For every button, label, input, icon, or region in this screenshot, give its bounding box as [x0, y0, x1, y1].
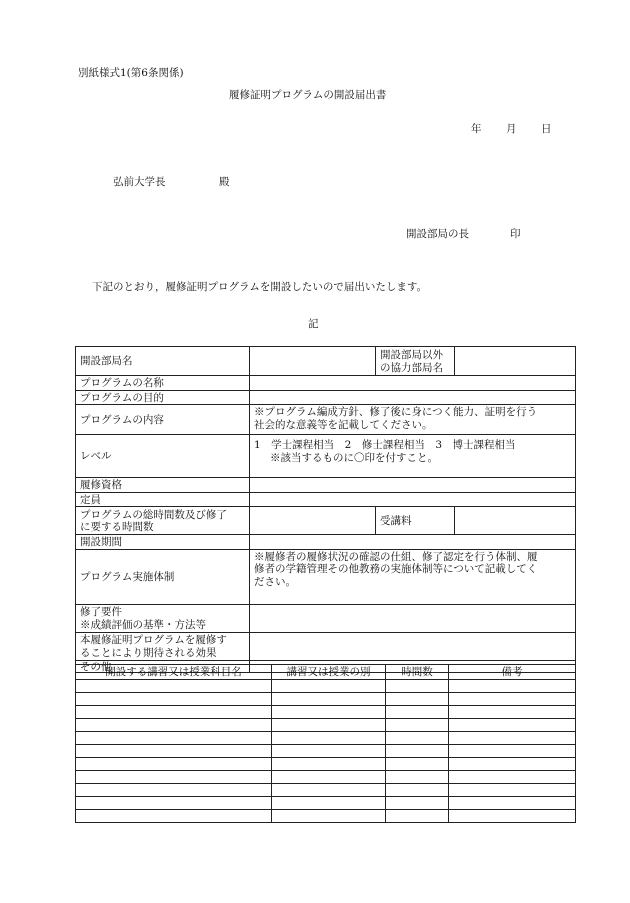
course-hours-cell[interactable] — [386, 745, 449, 758]
course-hours-header: 時間数 — [386, 665, 449, 680]
course-hours-cell[interactable] — [386, 797, 449, 810]
course-hours-cell[interactable] — [386, 758, 449, 771]
course-remarks-cell[interactable] — [449, 680, 576, 693]
program-info-table — [75, 346, 576, 673]
name-value[interactable] — [250, 376, 576, 391]
course-remarks-cell[interactable] — [449, 784, 576, 797]
ki-heading: 記 — [308, 318, 319, 330]
content-note[interactable]: ※プログラム編成方針、修了後に身につく能力、証明を行う 社会的な意義等を記載してください。 — [250, 405, 576, 435]
capacity-label: 定員 — [76, 492, 250, 507]
content-label: プログラムの内容 — [76, 405, 250, 435]
course-name-header: 開設する講習又は授業科目名 — [76, 665, 272, 680]
date-month[interactable]: 月 — [506, 123, 517, 135]
course-name-cell[interactable] — [76, 719, 272, 732]
course-type-cell[interactable] — [272, 719, 386, 732]
table-row — [76, 810, 576, 823]
course-type-cell[interactable] — [272, 758, 386, 771]
course-remarks-cell[interactable] — [449, 797, 576, 810]
sender-label: 開設部局の長 — [406, 228, 469, 240]
page-title: 履修証明プログラムの開設届出書 — [229, 89, 387, 101]
level-label: レベル — [76, 435, 250, 478]
course-hours-cell[interactable] — [386, 680, 449, 693]
table-row — [76, 771, 576, 784]
course-name-cell[interactable] — [76, 784, 272, 797]
table-row — [76, 719, 576, 732]
course-type-cell[interactable] — [272, 706, 386, 719]
effect-value[interactable] — [250, 632, 576, 660]
form-label: 別紙様式1(第6条関係) — [78, 67, 184, 79]
hours-value[interactable] — [250, 507, 376, 535]
course-type-cell[interactable] — [272, 810, 386, 823]
course-name-cell[interactable] — [76, 758, 272, 771]
table-row — [76, 693, 576, 706]
effect-label: 本履修証明プログラムを履修す ることにより期待される効果 — [76, 632, 250, 660]
course-hours-cell[interactable] — [386, 771, 449, 784]
eligibility-value[interactable] — [250, 478, 576, 493]
course-remarks-cell[interactable] — [449, 771, 576, 784]
table-row — [76, 680, 576, 693]
table-row — [76, 706, 576, 719]
coop-dept-value[interactable] — [455, 347, 576, 376]
course-name-cell[interactable] — [76, 771, 272, 784]
course-remarks-cell[interactable] — [449, 719, 576, 732]
completion-value[interactable] — [250, 604, 576, 632]
course-hours-cell[interactable] — [386, 732, 449, 745]
period-label: 開設期間 — [76, 535, 250, 550]
fee-value[interactable] — [455, 507, 576, 535]
course-type-cell[interactable] — [272, 771, 386, 784]
course-name-cell[interactable] — [76, 680, 272, 693]
date-year[interactable]: 年 — [471, 123, 482, 135]
course-hours-cell[interactable] — [386, 693, 449, 706]
course-name-cell[interactable] — [76, 810, 272, 823]
course-remarks-cell[interactable] — [449, 706, 576, 719]
table-row — [76, 732, 576, 745]
course-type-cell[interactable] — [272, 732, 386, 745]
course-remarks-cell[interactable] — [449, 810, 576, 823]
course-remarks-cell[interactable] — [449, 732, 576, 745]
course-table — [75, 664, 576, 823]
coop-dept-label: 開設部局以外 の協力部局名 — [376, 347, 455, 376]
other-label: その他 — [76, 660, 250, 672]
course-remarks-cell[interactable] — [449, 745, 576, 758]
course-type-cell[interactable] — [272, 693, 386, 706]
course-hours-cell[interactable] — [386, 784, 449, 797]
intro-text: 下記のとおり，履修証明プログラムを開設したいので届出いたします。 — [92, 281, 428, 293]
course-remarks-header: 備考 — [449, 665, 576, 680]
fee-label: 受講料 — [376, 507, 455, 535]
eligibility-label: 履修資格 — [76, 478, 250, 493]
course-hours-cell[interactable] — [386, 719, 449, 732]
sender-seal: 印 — [510, 228, 521, 240]
course-hours-cell[interactable] — [386, 810, 449, 823]
course-table-header — [76, 665, 576, 680]
department-label: 開設部局名 — [76, 347, 250, 376]
addressee-honorific: 殿 — [219, 176, 230, 188]
name-label: プログラムの名称 — [76, 376, 250, 391]
purpose-value[interactable] — [250, 390, 576, 405]
table-row — [76, 797, 576, 810]
capacity-value[interactable] — [250, 492, 576, 507]
level-value[interactable]: 1 学士課程相当 2 修士課程相当 3 博士課程相当 ※該当するものに〇印を付すこと。 — [250, 435, 576, 478]
course-type-cell[interactable] — [272, 797, 386, 810]
course-type-cell[interactable] — [272, 745, 386, 758]
completion-label: 修了要件 ※成績評価の基準・方法等 — [76, 604, 250, 632]
system-note[interactable]: ※履修者の履修状況の確認の仕組、修了認定を行う体制、履 修者の学籍管理その他教務の実施体制等について記載してく ださい。 — [250, 549, 576, 604]
course-name-cell[interactable] — [76, 732, 272, 745]
table-row — [76, 745, 576, 758]
system-label: プログラム実施体制 — [76, 549, 250, 604]
department-value[interactable] — [250, 347, 376, 376]
hours-label: プログラムの総時間数及び修了 に要する時間数 — [76, 507, 250, 535]
course-type-cell[interactable] — [272, 784, 386, 797]
course-type-cell[interactable] — [272, 680, 386, 693]
course-name-cell[interactable] — [76, 797, 272, 810]
purpose-label: プログラムの目的 — [76, 390, 250, 405]
course-remarks-cell[interactable] — [449, 758, 576, 771]
course-type-header: 講習又は授業の別 — [272, 665, 386, 680]
table-row — [76, 758, 576, 771]
addressee-name: 弘前大学長 — [113, 176, 166, 188]
course-name-cell[interactable] — [76, 693, 272, 706]
course-name-cell[interactable] — [76, 745, 272, 758]
course-name-cell[interactable] — [76, 706, 272, 719]
period-value[interactable] — [250, 535, 576, 550]
course-remarks-cell[interactable] — [449, 693, 576, 706]
date-day[interactable]: 日 — [541, 123, 552, 135]
course-hours-cell[interactable] — [386, 706, 449, 719]
table-row — [76, 784, 576, 797]
